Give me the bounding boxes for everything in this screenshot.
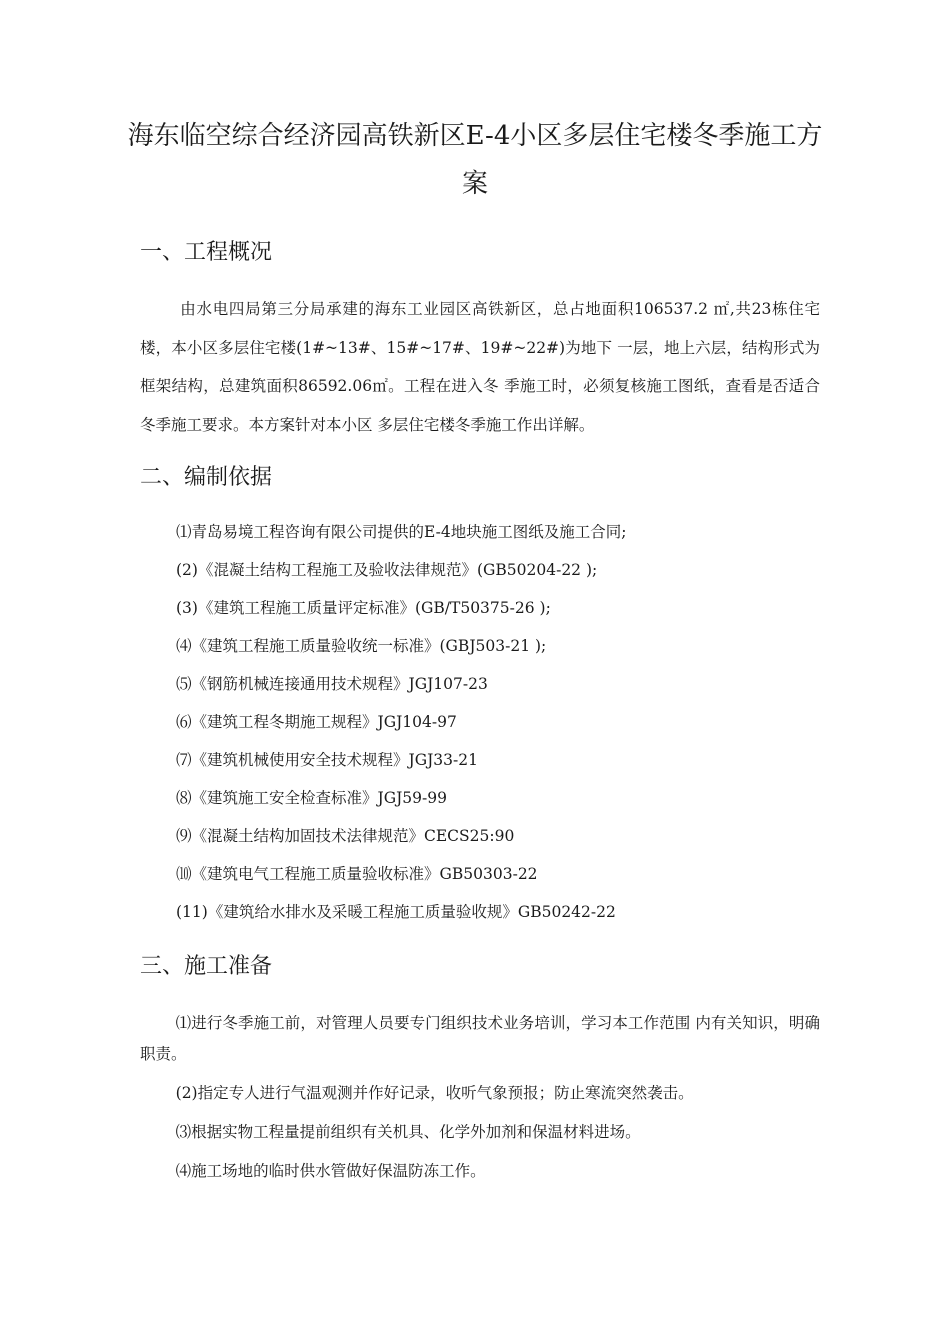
overview-paragraph: 由水电四局第三分局承建的海东工业园区高铁新区，总占地面积106537.2 ㎡,共23栋住宅楼，本小区多层住宅楼(1#~13#、15#~17#、19#~22#)为地下 一层，地上六层，结构形式为框架结构，总建筑面积86592.06㎡。工程在进入冬 季施工时，必须复核施工图纸，查看是否适合冬季施工要求。本方案针对本小区 多层住宅楼冬季施工作出详解。 (140, 300, 820, 434)
section-heading-overview: 一、工程概况 (140, 240, 273, 265)
document-title: 海东临空综合经济园高铁新区E-4小区多层住宅楼冬季施工方案 (127, 121, 823, 199)
preparation-list (140, 1008, 820, 1195)
list-item: ⑹《建筑工程冬期施工规程》JGJ104-97 (176, 713, 457, 731)
list-item: (2)指定专人进行气温观测并作好记录，收听气象预报；防止寒流突然袭击。 (175, 1084, 694, 1102)
section-heading-preparation: 三、施工准备 (140, 954, 273, 979)
list-item: ⑼《混凝土结构加固技术法律规范》CECS25:90 (176, 827, 515, 845)
list-item: ⑺《建筑机械使用安全技术规程》JGJ33-21 (176, 751, 478, 769)
list-item: (11)《建筑给水排水及采暖工程施工质量验收规》GB50242-22 (176, 903, 616, 921)
list-item: ⑶根据实物工程量提前组织有关机具、化学外加剂和保温材料进场。 (175, 1123, 641, 1141)
list-item: ⑽《建筑电气工程施工质量验收标准》GB50303-22 (176, 865, 538, 883)
list-item: ⑴进行冬季施工前，对管理人员要专门组织技术业务培训，学习本工作范围 内有关知识，明确职责。 (140, 1014, 820, 1063)
section-heading-basis: 二、编制依据 (140, 465, 273, 490)
list-item: ⑻《建筑施工安全检查标准》JGJ59-99 (176, 789, 447, 807)
list-item: (2)《混凝土结构工程施工及验收法律规范》(GB50204-22 ); (176, 561, 598, 579)
list-item: (3)《建筑工程施工质量评定标准》(GB/T50375-26 ); (176, 599, 551, 617)
list-item: ⑷《建筑工程施工质量验收统一标准》(GBJ503-21 ); (176, 637, 547, 655)
list-item: ⑴青岛易境工程咨询有限公司提供的E-4地块施工图纸及施工合同; (176, 523, 627, 541)
basis-list (176, 513, 826, 931)
list-item: ⑸《钢筋机械连接通用技术规程》JGJ107-23 (176, 675, 488, 693)
list-item: ⑷施工场地的临时供水管做好保温防冻工作。 (175, 1162, 486, 1180)
